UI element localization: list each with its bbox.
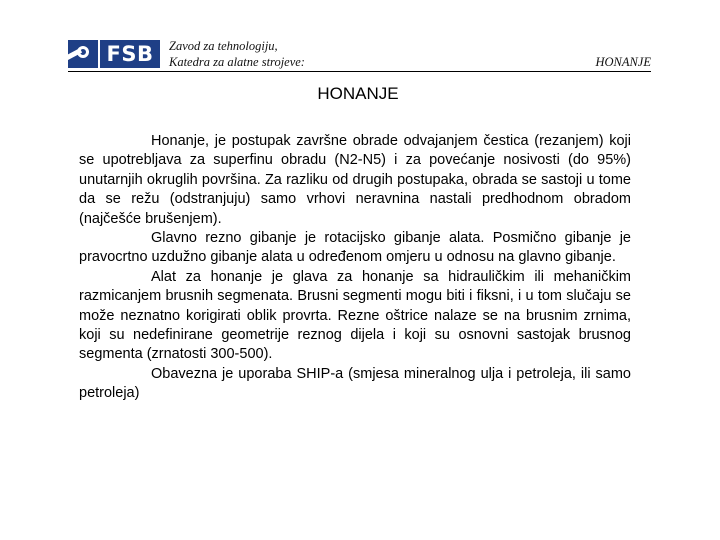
institution-line-1: Zavod za tehnologiju, (169, 39, 278, 53)
paragraph-tool: Alat za honanje je glava za honanje sa hidrauličkim ili mehaničkim razmicanjem brusnih segmenata. Brusni segmenti mogu biti i fiksni, i u tom slučaju se može neznatno korigirati oblik provrta. Rezne oštrice nalaze se na brusnim zrnima, koji su nedefinirane geometrije reznog dijela i koji su osnovni sastojak brusnog segmenta (zrnatosti 300-500). (79, 268, 631, 363)
header-divider (68, 71, 651, 72)
logo-text: FSB (98, 40, 160, 68)
fsb-logo (68, 40, 160, 68)
paragraph-definition: Honanje, je postupak završne obrade odvajanjem čestica (rezanjem) koji se upotrebljava za superfinu obradu (N2-N5) i za povećanje nosivosti (do 95%) unutarnjih okruglih površina. Za razliku od drugih postupaka, obrada se sastoji u tome da se režu (odstranjuju) samo vrhovi neravnina nastali predhodnom obradom (najčešće brušenjem). (79, 133, 631, 227)
fsb-emblem-icon (68, 40, 98, 68)
institution-name (169, 38, 305, 70)
running-title: HONANJE (595, 55, 651, 69)
paragraph-coolant: Obavezna je uporaba SHIP-a (smjesa mineralnog ulja i petroleja, ili samo petroleja) (79, 365, 631, 402)
paragraph-motion: Glavno rezno gibanje je rotacijsko gibanje alata. Posmično gibanje je pravocrtno uzdužno gibanje alata u određenom omjeru u odnosu na glavno gibanje. (79, 230, 631, 266)
body-text (79, 132, 631, 404)
page-header (68, 38, 651, 72)
page-title: HONANJE (317, 84, 399, 103)
institution-line-2: Katedra za alatne strojeve: (169, 55, 305, 69)
